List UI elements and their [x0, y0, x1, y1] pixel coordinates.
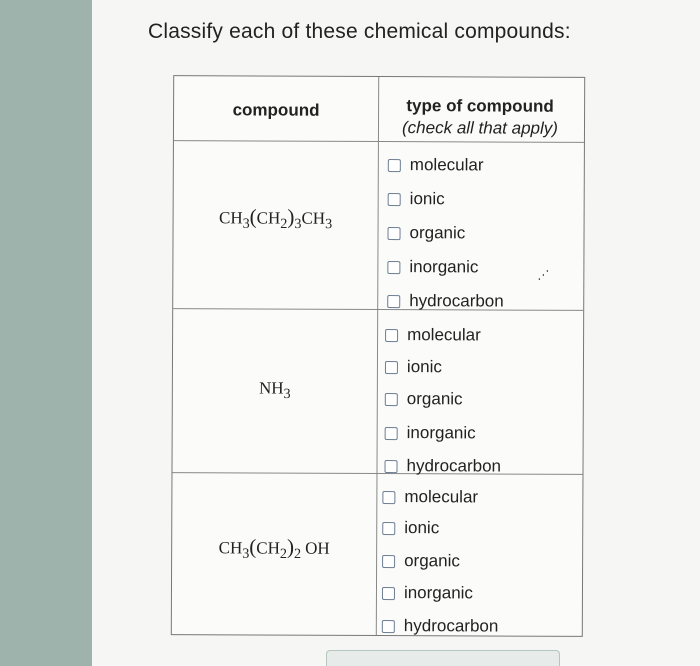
open-paren: (: [249, 534, 257, 559]
bottom-button[interactable]: [326, 650, 560, 666]
option-label: ionic: [404, 518, 440, 538]
checkbox[interactable]: [382, 555, 395, 568]
group-subscript: 3: [294, 216, 302, 233]
option-label: molecular: [409, 155, 484, 175]
option-ionic-3[interactable]: [382, 516, 439, 540]
formula-part: OH: [305, 538, 330, 558]
classification-table: [171, 75, 585, 637]
compound-formula-3: [172, 534, 376, 563]
option-label: molecular: [404, 487, 479, 507]
option-ionic-2[interactable]: [385, 355, 442, 379]
option-hydrocarbon-2[interactable]: [384, 454, 501, 479]
column-header-type: [380, 95, 580, 140]
formula-part: CH: [218, 208, 243, 228]
option-ionic-1[interactable]: [388, 187, 445, 211]
group-subscript: 2: [293, 546, 302, 563]
option-label: hydrocarbon: [409, 291, 504, 311]
checkbox[interactable]: [384, 460, 397, 473]
checkbox[interactable]: [388, 159, 401, 172]
type-header-title: type of compound: [406, 96, 554, 116]
checkbox[interactable]: [382, 587, 395, 600]
option-organic-1[interactable]: [387, 221, 465, 245]
option-hydrocarbon-3[interactable]: [382, 614, 499, 639]
checkbox[interactable]: [385, 361, 398, 374]
option-label: organic: [406, 389, 463, 409]
formula-subscript: 2: [279, 545, 288, 562]
open-paren: (: [249, 204, 257, 229]
options-group-2: [385, 323, 575, 476]
cursor-dots: ⋰: [537, 267, 550, 282]
option-label: ionic: [406, 357, 442, 377]
option-molecular-2[interactable]: [385, 323, 481, 347]
checkbox[interactable]: [385, 427, 398, 440]
close-paren: ): [287, 204, 295, 229]
checkbox[interactable]: [385, 393, 398, 406]
option-organic-3[interactable]: [382, 549, 460, 573]
option-label: organic: [404, 551, 460, 571]
column-divider: [376, 77, 379, 635]
question-text: Classify each of these chemical compounds:: [148, 20, 571, 43]
checkbox[interactable]: [385, 329, 398, 342]
type-header-note: (check all that apply): [402, 118, 558, 138]
options-group-3: [382, 485, 572, 636]
background-strip: [0, 0, 92, 666]
formula-subscript: 3: [242, 545, 250, 562]
checkbox[interactable]: [388, 227, 401, 240]
column-header-compound: compound: [232, 100, 320, 120]
option-molecular-1[interactable]: [388, 153, 484, 177]
option-hydrocarbon-1[interactable]: [387, 289, 504, 314]
options-group-1: [388, 153, 578, 311]
formula-part: NH: [258, 378, 284, 398]
checkbox[interactable]: [388, 193, 401, 206]
formula-part: CH: [218, 538, 243, 558]
compound-formula-2: [173, 378, 377, 403]
option-label: hydrocarbon: [403, 616, 499, 636]
option-inorganic-2[interactable]: [385, 421, 476, 445]
formula-subscript: 3: [283, 385, 291, 403]
checkbox[interactable]: [382, 491, 395, 504]
formula-subscript: 3: [242, 215, 250, 232]
option-label: hydrocarbon: [406, 456, 502, 476]
close-paren: ): [286, 534, 295, 559]
formula-part: CH: [256, 208, 281, 228]
option-label: ionic: [409, 189, 445, 209]
formula-subscript: 2: [280, 215, 288, 232]
option-molecular-3[interactable]: [382, 485, 478, 509]
option-label: inorganic: [406, 423, 476, 443]
formula-subscript: 3: [325, 216, 333, 233]
option-label: inorganic: [403, 583, 474, 603]
option-organic-2[interactable]: [385, 387, 463, 411]
option-inorganic-1[interactable]: [387, 255, 478, 279]
checkbox[interactable]: [382, 522, 395, 535]
option-inorganic-3[interactable]: [382, 581, 473, 605]
checkbox[interactable]: [382, 620, 395, 633]
formula-part: CH: [301, 208, 326, 228]
option-label: inorganic: [409, 257, 479, 277]
row-divider: [172, 472, 582, 475]
formula-part: CH: [256, 538, 280, 558]
option-label: molecular: [407, 325, 481, 345]
compound-formula-1: [174, 204, 378, 233]
checkbox[interactable]: [387, 295, 400, 308]
checkbox[interactable]: [387, 261, 400, 274]
option-label: organic: [409, 223, 466, 243]
